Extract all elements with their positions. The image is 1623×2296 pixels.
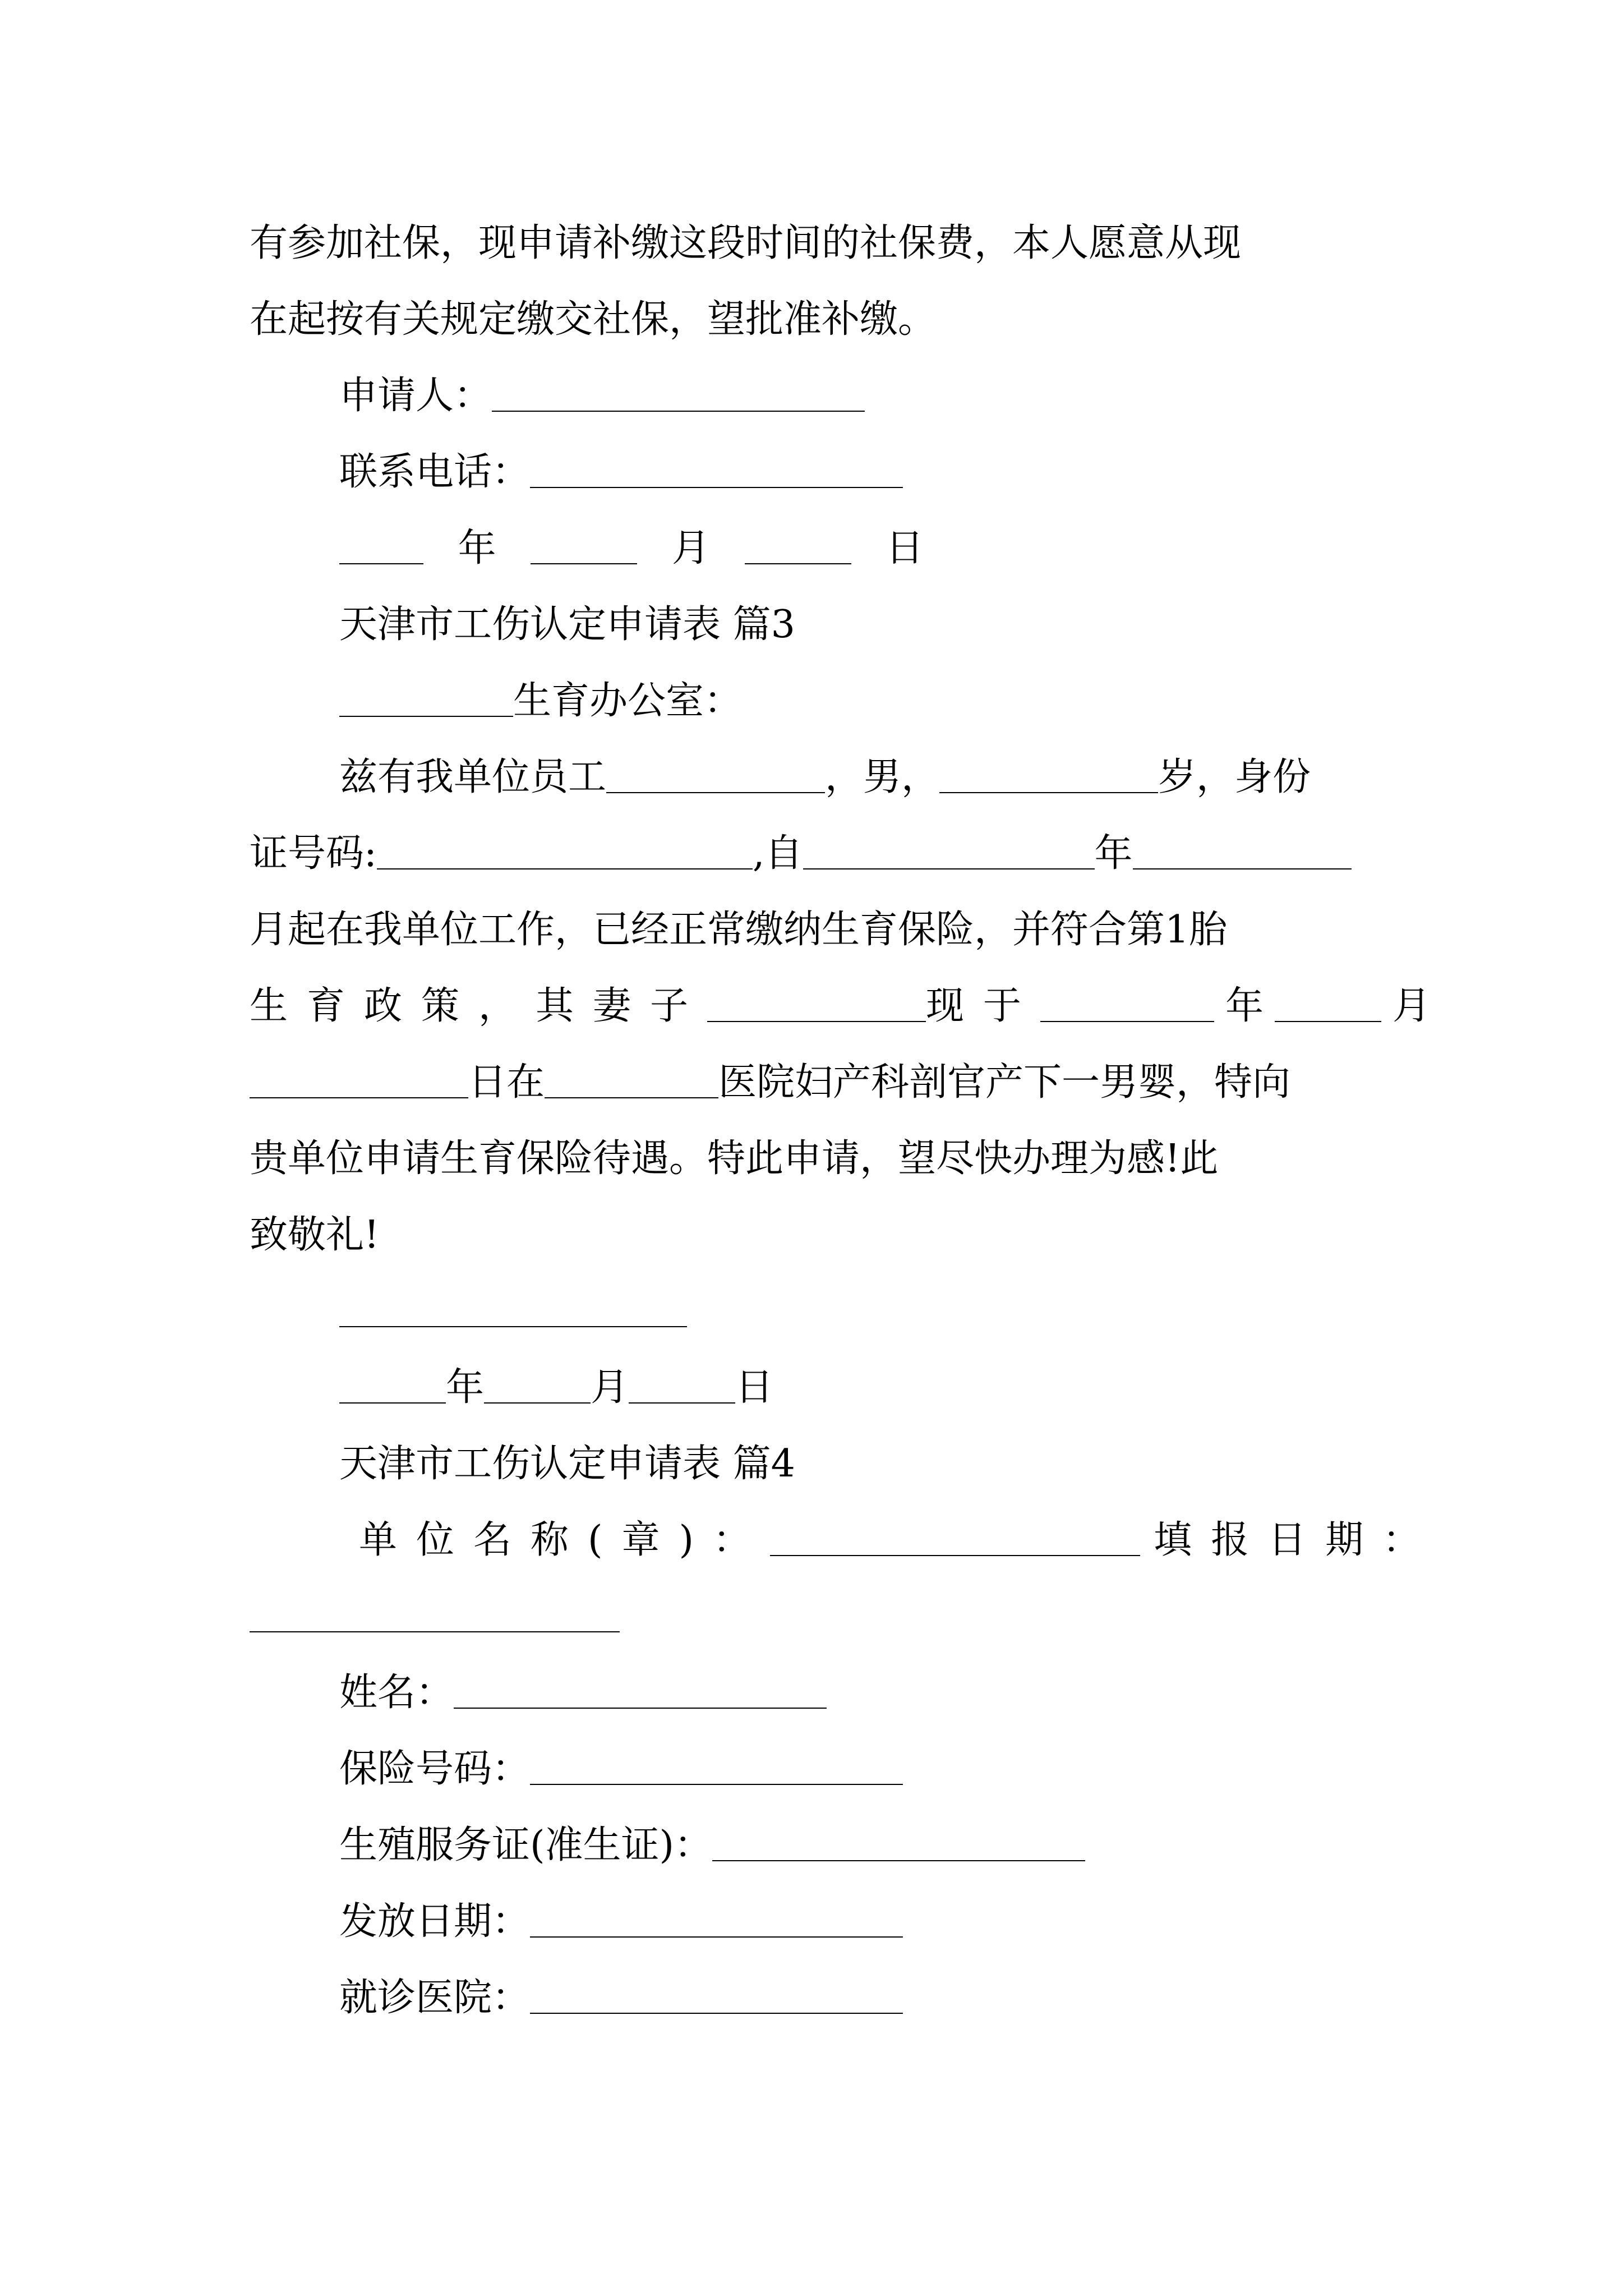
employee-name-field[interactable] xyxy=(606,758,825,793)
p3-l4-b: 现于 xyxy=(926,984,1041,1028)
name-label: 姓名： xyxy=(339,1671,454,1715)
name-row xyxy=(339,1671,827,1715)
p3-line-4 xyxy=(250,984,1431,1028)
month-field-2[interactable] xyxy=(484,1369,591,1404)
wife-name-field[interactable] xyxy=(707,987,926,1022)
age-field[interactable] xyxy=(939,758,1158,793)
year-field-2[interactable] xyxy=(339,1369,446,1404)
insurance-no-field[interactable] xyxy=(530,1750,903,1785)
id-number-field[interactable] xyxy=(377,835,753,869)
section4-title: 天津市工伤认定申请表 篇4 xyxy=(339,1442,795,1486)
day-field-2[interactable] xyxy=(629,1369,735,1404)
hospital-row xyxy=(339,1976,903,2020)
p3-l2-c: 年 xyxy=(1094,831,1133,876)
unit-name-field[interactable] xyxy=(770,1521,1140,1556)
p3-l4-d: 月 xyxy=(1393,984,1431,1028)
p3-l4-a: 生育政策，其妻子 xyxy=(250,984,708,1028)
birth-cert-field[interactable] xyxy=(712,1826,1085,1861)
unit-name-label: 单位名称(章)： xyxy=(359,1518,771,1562)
birth-year-field[interactable] xyxy=(1040,987,1214,1022)
day-label-2: 日 xyxy=(735,1365,774,1410)
day-field[interactable] xyxy=(745,530,851,564)
unit-name-row xyxy=(359,1518,1440,1562)
issue-date-row xyxy=(339,1899,903,1944)
month-field[interactable] xyxy=(531,530,637,564)
birth-month-field[interactable] xyxy=(1275,987,1381,1022)
issue-date-field[interactable] xyxy=(530,1903,903,1938)
p3-l1-b: ，男， xyxy=(825,755,940,799)
p3-l2-a: 证号码: xyxy=(250,831,377,876)
start-year-field[interactable] xyxy=(803,835,1095,869)
intro-line-2: 在起按有关规定缴交社保，望批准补缴。 xyxy=(250,297,937,342)
p3-l2-b: ,自 xyxy=(752,831,803,876)
applicant-label: 申请人： xyxy=(339,374,492,418)
fill-date-row xyxy=(250,1598,620,1636)
signature-field[interactable] xyxy=(339,1292,687,1327)
hospital-label: 就诊医院： xyxy=(339,1976,531,2020)
phone-row xyxy=(339,450,903,494)
issue-date-label: 发放日期： xyxy=(339,1899,531,1944)
date-row-2 xyxy=(339,1365,774,1410)
p3-line-2 xyxy=(250,831,1352,876)
clinic-hospital-field[interactable] xyxy=(530,1979,903,2014)
applicant-row xyxy=(339,374,865,418)
p3-l5-a: 日在 xyxy=(468,1060,545,1105)
month-label-2: 月 xyxy=(591,1365,629,1410)
office-label: 生育办公室： xyxy=(513,679,743,723)
p3-line-6: 贵单位申请生育保险待遇。特此申请，望尽快办理为感!此 xyxy=(250,1137,1219,1181)
day-label: 日 xyxy=(886,526,924,570)
section3-title: 天津市工伤认定申请表 篇3 xyxy=(339,602,795,647)
birth-day-field[interactable] xyxy=(250,1064,468,1098)
year-label-2: 年 xyxy=(446,1365,485,1410)
signature-line[interactable] xyxy=(339,1292,687,1331)
year-field[interactable] xyxy=(339,530,423,564)
p3-l4-c: 年 xyxy=(1225,984,1264,1028)
birth-cert-row xyxy=(339,1823,1085,1867)
fill-date-label: 填报日期： xyxy=(1154,1518,1440,1562)
date-row-1 xyxy=(339,526,924,570)
fill-date-field[interactable] xyxy=(250,1598,620,1632)
p3-l1-a: 兹有我单位员工 xyxy=(339,755,607,799)
p3-line-7: 致敬礼! xyxy=(250,1213,380,1257)
insurance-no-row xyxy=(339,1747,903,1791)
birth-cert-label: 生殖服务证(准生证)： xyxy=(339,1823,713,1867)
applicant-field[interactable] xyxy=(492,377,865,412)
phone-field[interactable] xyxy=(530,453,903,488)
p3-line-5 xyxy=(250,1060,1291,1105)
office-field[interactable] xyxy=(339,682,513,717)
start-month-field[interactable] xyxy=(1133,835,1352,869)
phone-label: 联系电话： xyxy=(339,450,531,494)
year-label: 年 xyxy=(458,526,496,570)
intro-line-1: 有参加社保，现申请补缴这段时间的社保费，本人愿意从现 xyxy=(250,221,1242,265)
month-label: 月 xyxy=(671,526,710,570)
p3-line-3: 月起在我单位工作，已经正常缴纳生育保险，并符合第1胎 xyxy=(250,908,1228,952)
insurance-no-label: 保险号码： xyxy=(339,1747,531,1791)
p3-l5-b: 医院妇产科剖官产下一男婴，特向 xyxy=(718,1060,1291,1105)
office-row xyxy=(339,679,743,723)
p3-l1-c: 岁，身份 xyxy=(1158,755,1311,799)
name-field[interactable] xyxy=(454,1674,827,1709)
p3-line-1 xyxy=(339,755,1311,799)
hospital-field[interactable] xyxy=(545,1064,718,1098)
